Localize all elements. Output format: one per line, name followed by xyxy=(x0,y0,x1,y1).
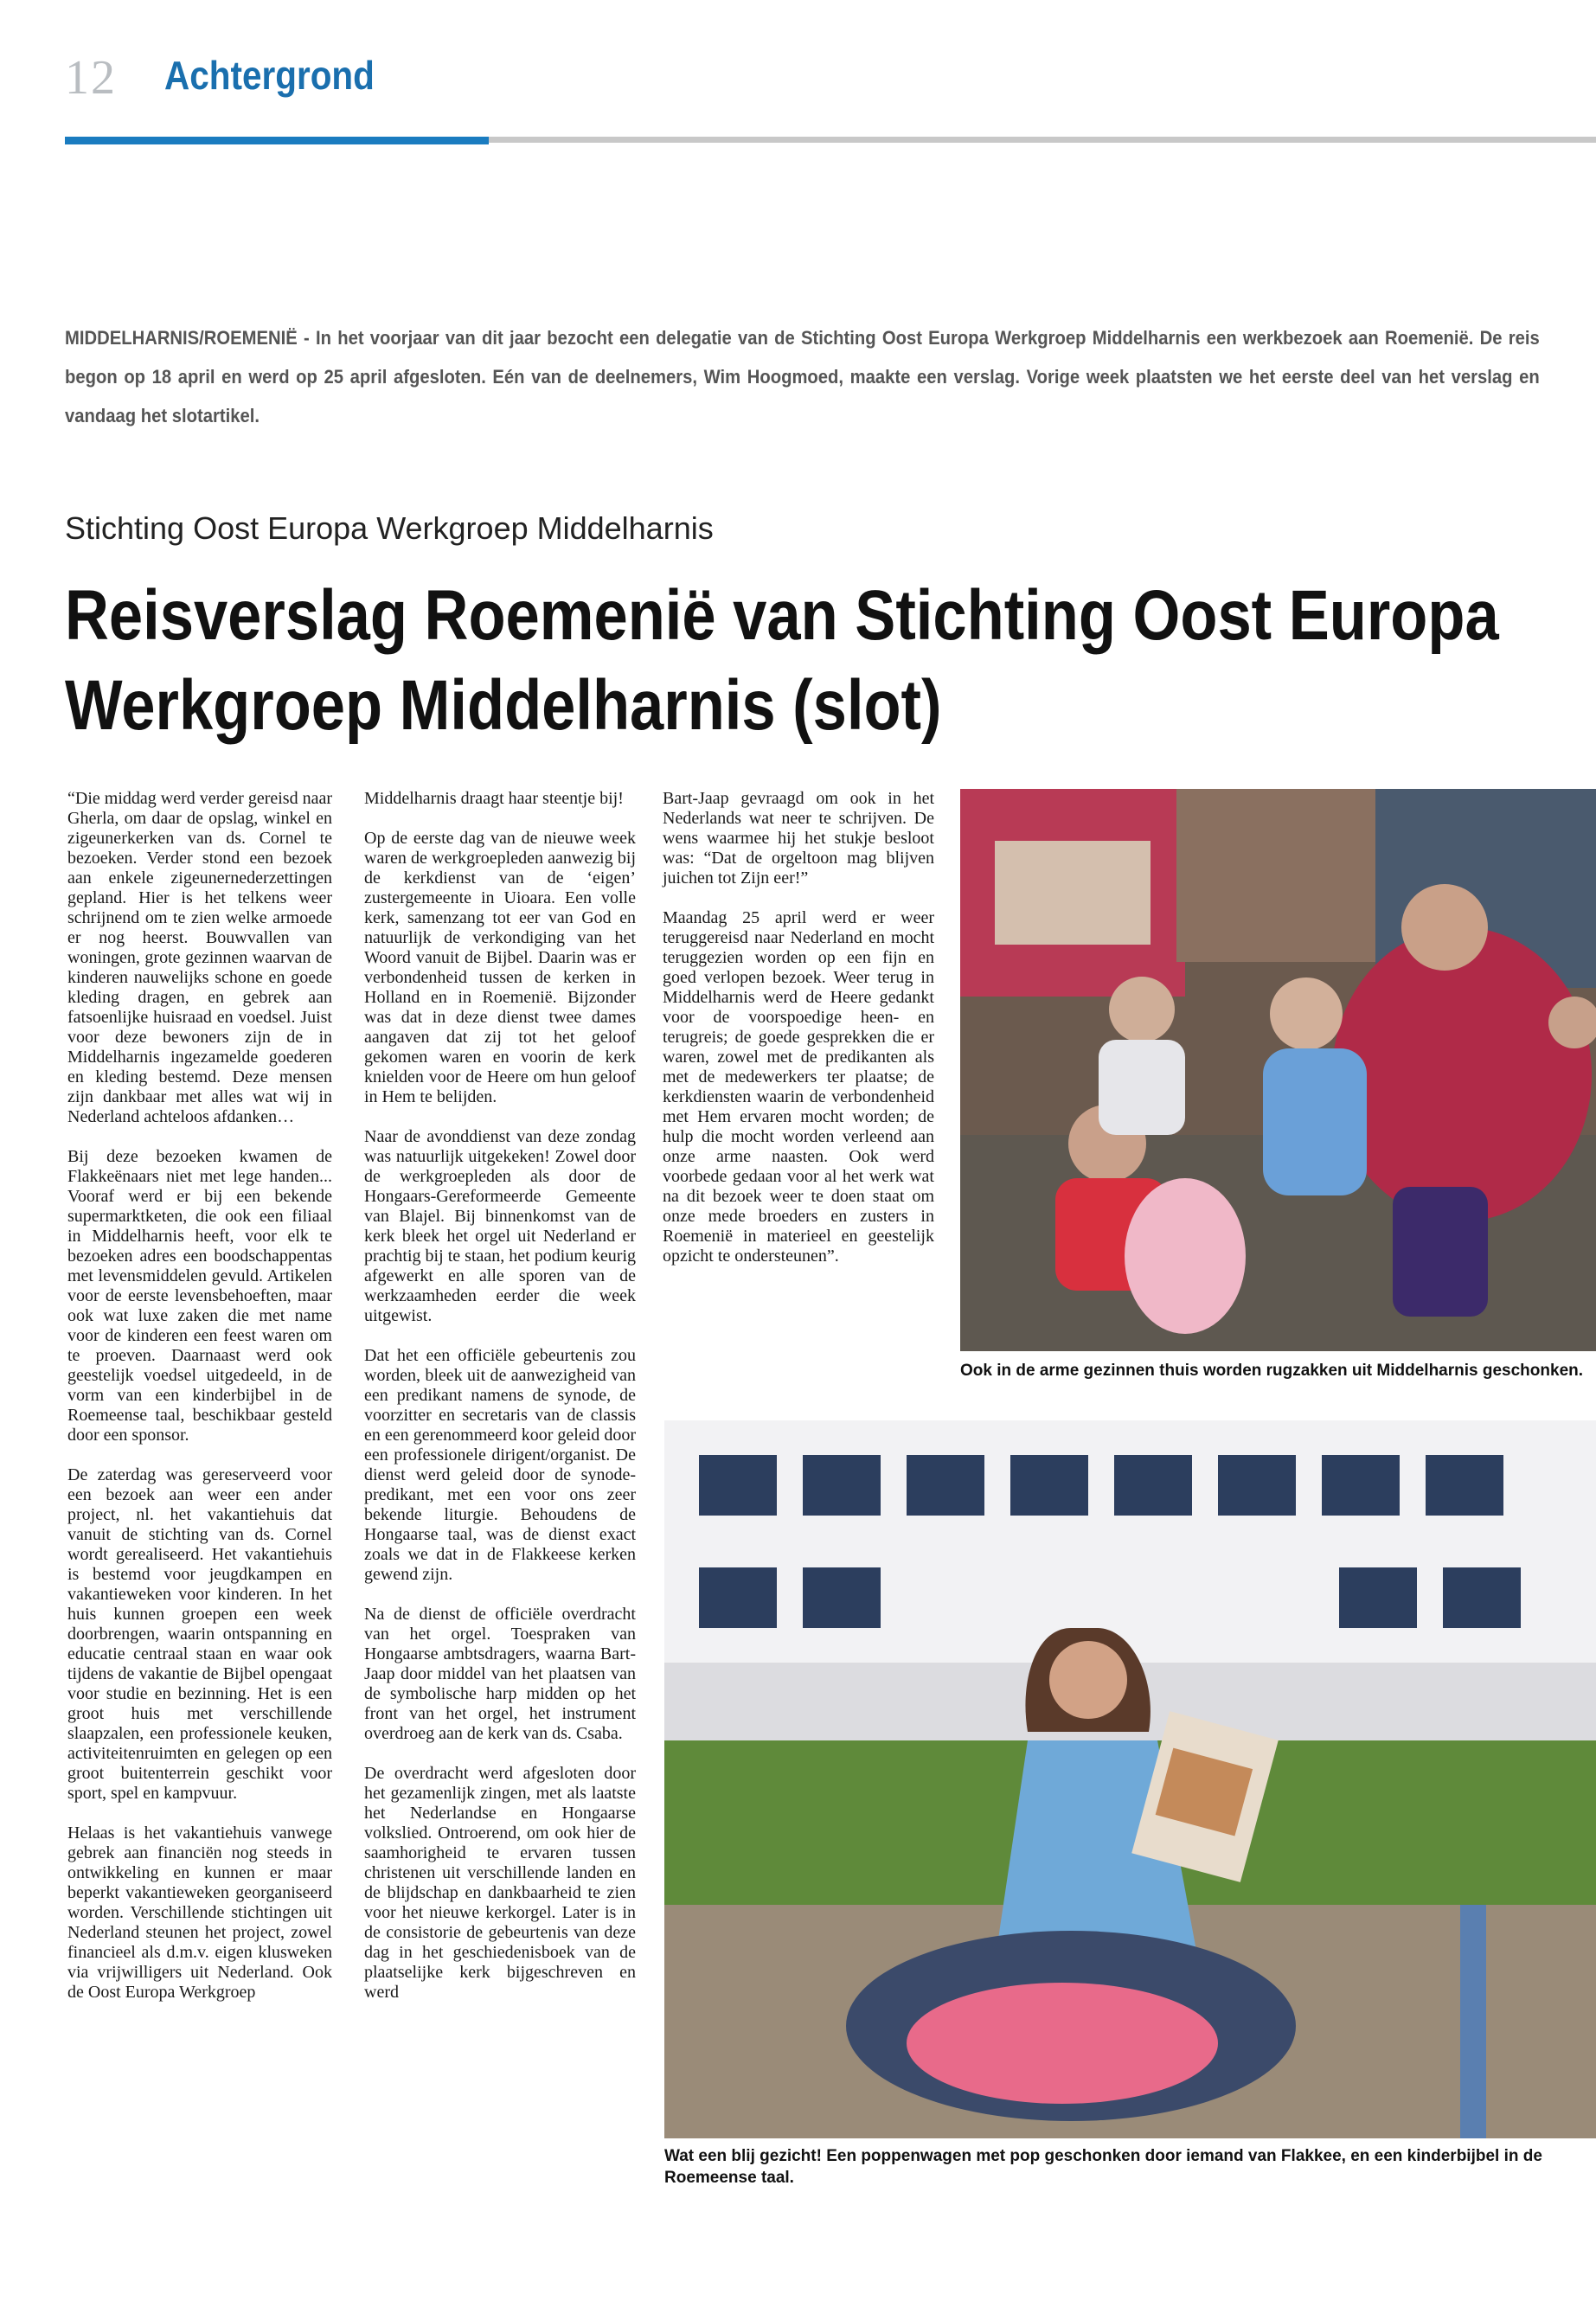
paragraph: De overdracht werd afgesloten door het gezamenlijk zingen, met als laatste het Nederlandse en Hongaarse volkslied. Ontroerend, om ook hier de saamhorigheid te ervaren tussen christenen uit verschillende landen en de blijdschap en dankbaarheid te zien voor het nieuwe kerkorgel. Later is in de consistorie de gebeurtenis van deze dag in het geschiedenisboek van de plaatselijke kerk bijgeschreven en werd xyxy=(364,1764,636,2002)
article-kicker: Stichting Oost Europa Werkgroep Middelharnis xyxy=(65,510,714,546)
photo-children-home xyxy=(960,789,1596,1351)
paragraph: Middelharnis draagt haar steentje bij! xyxy=(364,789,624,808)
section-title: Achtergrond xyxy=(164,53,375,98)
text-column-2 xyxy=(364,789,636,2022)
header-rule-accent xyxy=(65,137,489,144)
intro-paragraph: MIDDELHARNIS/ROEMENIË - In het voorjaar van dit jaar bezocht een delegatie van de Stichting Oost Europa Werkgroep Middelharnis een werkbezoek aan Roemenië. De reis begon op 18 april en werd op 25 april afgesloten. Eén van de deelnemers, Wim Hoogmoed, maakte een verslag. Vorige week plaatsten we het eerste deel van het verslag en vandaag het slotartikel. xyxy=(65,327,1540,426)
text-column-3 xyxy=(663,789,934,1286)
page-number: 12 xyxy=(65,51,117,105)
paragraph: Bart-Jaap gevraagd om ook in het Nederlands wat neer te schrijven. De wens waarmee hij het stukje besloot was: “Dat de orgeltoon mag blijven juichen tot Zijn eer!” xyxy=(663,789,934,888)
paragraph: Helaas is het vakantiehuis vanwege gebrek aan financiën nog steeds in ontwikkeling en kunnen er maar beperkt vakantieweken georganiseerd worden. Verschillende stichtingen uit Nederland steunen het project, zowel financieel als d.m.v. eigen klusweken via vrijwilligers uit Nederland. Ook de Oost Europa Werkgroep xyxy=(67,1823,332,2002)
paragraph: Op de eerste dag van de nieuwe week waren de werkgroepleden aanwezig bij de kerkdienst van de ‘eigen’ zustergemeente in Uioara. Een volle kerk, samenzang tot eer van God en natuurlijk de verkondiging van het Woord vanuit de Bijbel. Daarin was er verbondenheid tussen de kerken in Holland en in Roemenië. Bijzonder was dat in deze dienst twee dames aangaven dat zij tot het geloof gekomen waren en voorin de kerk knielden voor de Heere om hun geloof in Hem te belijden. xyxy=(364,829,636,1106)
photo-caption: Ook in de arme gezinnen thuis worden rugzakken uit Middelharnis geschonken. xyxy=(960,1362,1584,1380)
photo-girl-doll-pram xyxy=(664,1420,1596,2138)
paragraph: De zaterdag was gereserveerd voor een bezoek aan weer een ander project, nl. het vakantiehuis dat vanuit de stichting van ds. Cornel wordt gerealiseerd. Het vakantiehuis is bestemd voor jeugdkampen en vakantieweken voor kinderen. In het huis kunnen groepen een week doorbrengen, waarin ontspanning en educatie centraal staan en waar ook tijdens de vakantie de Bijbel opengaat voor studie en bezinning. Het is een groot huis met verschillende slaapzalen, een professionele keuken, activiteitenruimten en gelegen op een groot buitenterrein geschikt voor sport, spel en kampvuur. xyxy=(67,1465,332,1803)
paragraph: Maandag 25 april werd er weer teruggereisd naar Nederland en mocht teruggezien worden op een fijn en goed verlopen bezoek. Weer terug in Middelharnis werd de Heere gedankt voor de voorspoedige heen- en terugreis; de goede gesprekken die er waren, zowel met de predikanten als met de medewerkers ter plaatse; de kerkdiensten waarin de verbondenheid met Hem ervaren mocht worden; de hulp die mocht worden verleend aan onze arme naasten. Ook werd voorbede gedaan voor al het werk wat na dit bezoek weer te doen staat om onze mede broeders en zusters in Roemenië in materieel en geestelijk opzicht te ondersteunen”. xyxy=(663,908,934,1266)
photo-caption: Wat een blij gezicht! Een poppenwagen met pop geschonken door iemand van Flakkee, en een kinderbijbel in de Roemeense taal. xyxy=(664,2147,1542,2187)
header-rule xyxy=(489,137,1596,143)
paragraph: Bij deze bezoeken kwamen de Flakkeënaars niet met lege handen... Vooraf werd er bij een bekende supermarktketen, die ook een filiaal in Middelharnis heeft, voor elk te bezoeken adres een boodschappentas met levensmiddelen gevuld. Artikelen voor de eerste levensbehoeften, maar ook wat luxe zaken die met name voor de kinderen een feest waren om te proeven. Daarnaast werd ook geestelijk voedsel uitgedeeld, in de vorm van een kinderbijbel in de Roemeense taal, beschikbaar gesteld door een sponsor. xyxy=(67,1147,332,1445)
article-headline: Reisverslag Roemenië van Stichting Oost Europa Werkgroep Middelharnis (slot) xyxy=(65,576,1499,745)
paragraph: Dat het een officiële gebeurtenis zou worden, bleek uit de aanwezigheid van een predikant namens de synode, de voorzitter en secretaris van de classis en een gerenommeerd koor geleid door een professionele dirigent/organist. De dienst werd geleid door de synode-predikant, met een voor ons zeer bekende liturgie. Behoudens de Hongaarse taal, was de dienst exact zoals we dat in de Flakkeese kerken gewend zijn. xyxy=(364,1346,636,1584)
paragraph: “Die middag werd verder gereisd naar Gherla, om daar de opslag, winkel en zigeunerkerken van ds. Cornel te bezoeken. Verder stond een bezoek aan enkele zigeunernederzettingen gepland. Hier is het telkens weer schrijnend om te zien welke armoede er nog heerst. Bouwvallen van woningen, grote gezinnen waarvan de kinderen nauwelijks schone en goede kleding dragen, en gebrek aan fatsoenlijke huisraad en voedsel. Juist voor deze bewoners zijn de in Middelharnis ingezamelde goederen en kleding bestemd. Deze mensen zijn dankbaar met alles wat wij in Nederland achteloos afdanken… xyxy=(67,789,332,1126)
text-column-1 xyxy=(67,789,332,2022)
paragraph: Naar de avonddienst van deze zondag was natuurlijk uitgekeken! Zowel door de werkgroepleden als door de Hongaars-Gereformeerde Gemeente van Blajel. Bij binnenkomst van de kerk bleek het orgel uit Nederland er prachtig bij te staan, het podium keurig afgewerkt en alle sporen van de werkzaamheden eerder die week uitgewist. xyxy=(364,1127,636,1325)
paragraph: Na de dienst de officiële overdracht van het orgel. Toespraken van Hongaarse ambtsdragers, waarna Bart-Jaap door middel van het plaatsen van de symbolische harp midden op het front van het orgel, het instrument overdroeg aan de kerk van ds. Csaba. xyxy=(364,1605,636,1743)
